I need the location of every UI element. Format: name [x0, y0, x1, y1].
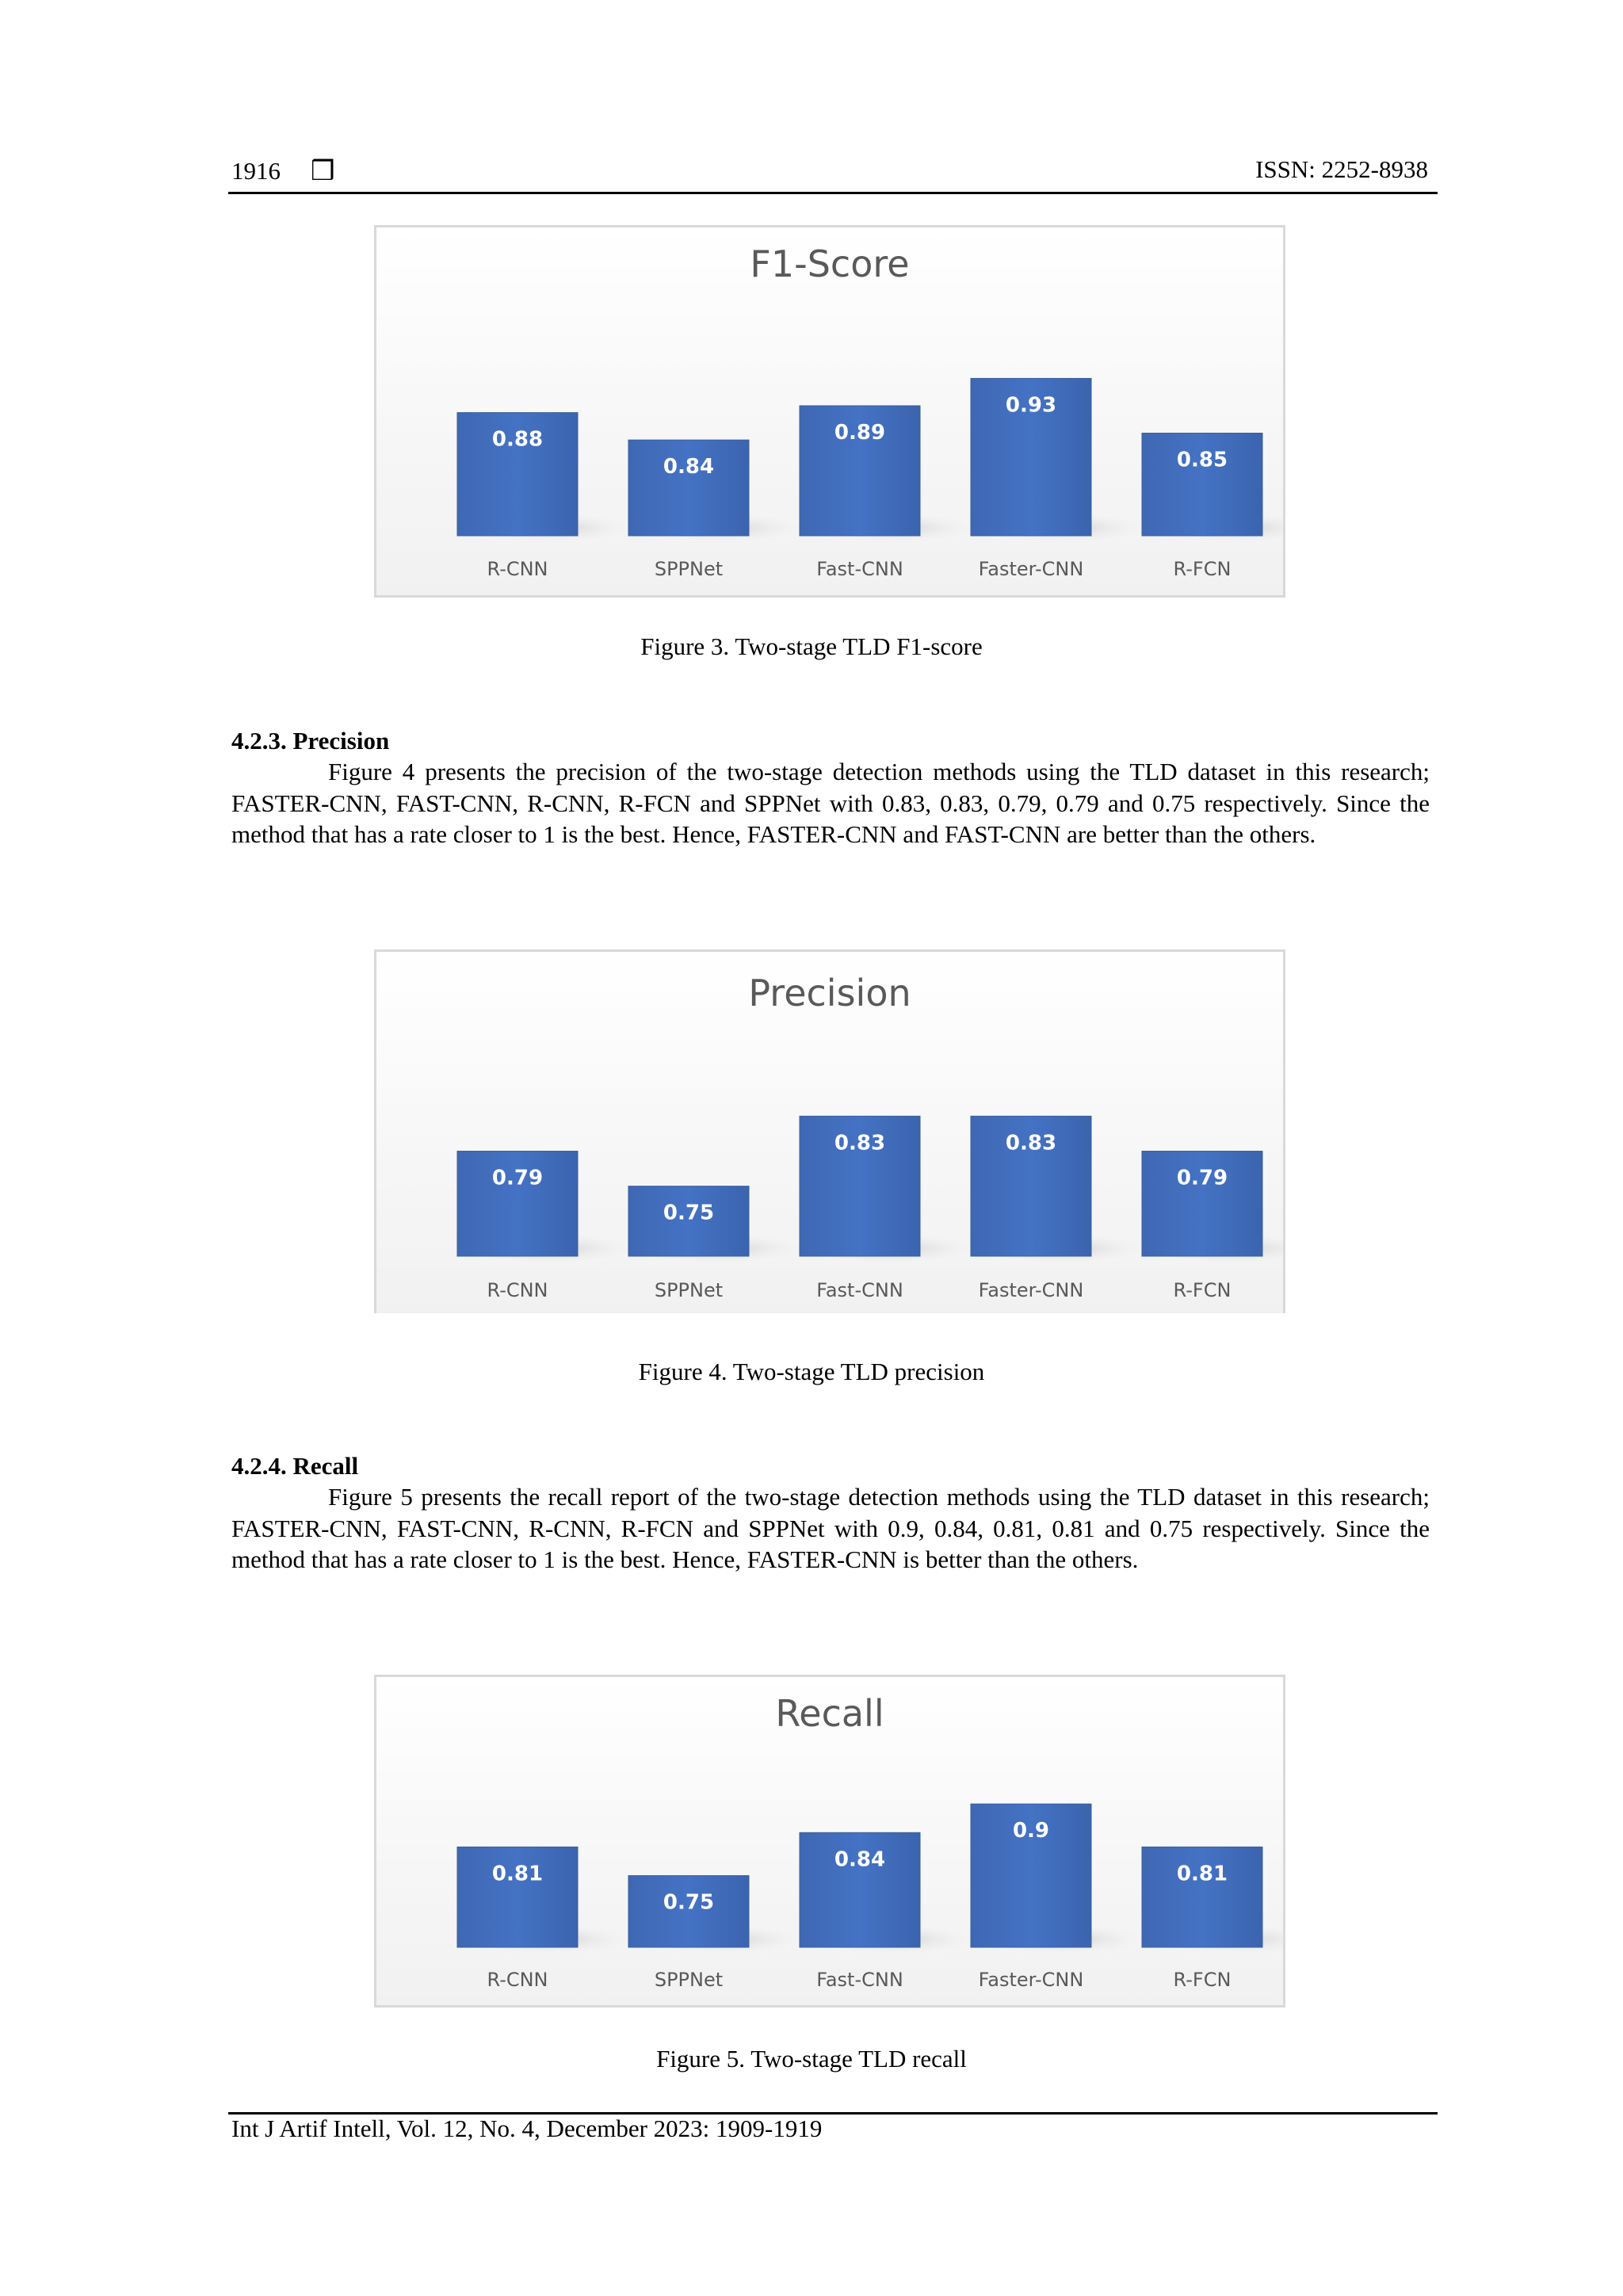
precision-chart-svg — [376, 952, 1283, 1313]
category-label: SPPNet — [654, 1279, 724, 1301]
figure-3-caption: Figure 3. Two-stage TLD F1-score — [640, 632, 983, 660]
bar-value-label: 0.75 — [663, 1201, 715, 1225]
bar-value-label: 0.79 — [491, 1166, 544, 1190]
category-label: R-FCN — [1173, 1969, 1232, 1991]
bar-value-label: 0.93 — [1005, 393, 1057, 418]
bar-value-label: 0.83 — [1005, 1131, 1057, 1156]
section-paragraph-precision: Figure 4 presents the precision of the two-stage detection methods using the TLD dataset in this research; FASTER-CNN, FAST-CNN, R-CNN, R-FCN and SPPNet with 0.83, 0.83, 0.79, 0.79 and 0.75 respectively. Since the method that has a rate closer to 1 is the best. Hence, FASTER-CNN and FAST-CNN are better than the others. — [231, 758, 1430, 848]
figure-precision-chart — [374, 949, 1285, 1313]
section-heading-recall: 4.2.4. Recall — [231, 1452, 359, 1480]
bar-value-label: 0.81 — [491, 1862, 544, 1886]
category-label: Fast-CNN — [816, 1969, 903, 1991]
chart-title: F1-Score — [750, 243, 910, 285]
category-label: Faster-CNN — [978, 1279, 1084, 1301]
bar-value-label: 0.9 — [1012, 1819, 1050, 1843]
recall-chart-svg — [376, 1677, 1283, 2005]
category-label: Fast-CNN — [816, 1279, 903, 1301]
footer-citation: Int J Artif Intell, Vol. 12, No. 4, December 2023: 1909-1919 — [231, 2115, 823, 2142]
bar-value-label: 0.81 — [1176, 1862, 1228, 1886]
page-number: 1916 — [231, 157, 281, 185]
section-heading-precision: 4.2.3. Precision — [231, 727, 390, 755]
f1-score-chart-svg — [376, 227, 1283, 595]
bar-value-label: 0.89 — [834, 420, 886, 445]
bar-value-label: 0.84 — [663, 455, 715, 479]
bar-value-label: 0.75 — [663, 1890, 715, 1915]
category-label: SPPNet — [654, 558, 724, 580]
figure-f1-score-chart — [374, 225, 1285, 598]
category-label: Faster-CNN — [978, 558, 1084, 580]
figure-4-caption: Figure 4. Two-stage TLD precision — [638, 1358, 985, 1385]
figure-5-caption: Figure 5. Two-stage TLD recall — [656, 2045, 967, 2073]
chart-title: Recall — [775, 1692, 884, 1735]
figure-recall-chart — [374, 1675, 1285, 2008]
category-label: R-CNN — [487, 558, 548, 580]
chart-title: Precision — [748, 972, 911, 1014]
category-label: R-FCN — [1173, 1279, 1232, 1301]
category-label: SPPNet — [654, 1969, 724, 1991]
bar-value-label: 0.88 — [491, 427, 544, 452]
category-label: Faster-CNN — [978, 1969, 1084, 1991]
bar-value-label: 0.83 — [834, 1131, 886, 1156]
bar-value-label: 0.79 — [1176, 1166, 1228, 1190]
category-label: R-CNN — [487, 1279, 548, 1301]
category-label: Fast-CNN — [816, 558, 903, 580]
category-label: R-CNN — [487, 1969, 548, 1991]
running-header-left — [231, 155, 334, 187]
header-rule — [228, 192, 1438, 194]
category-label: R-FCN — [1173, 558, 1232, 580]
bar-value-label: 0.84 — [834, 1847, 886, 1872]
square-symbol-icon: ❒ — [311, 155, 335, 187]
issn-label: ISSN: 2252-8938 — [1255, 155, 1428, 183]
section-paragraph-recall: Figure 5 presents the recall report of the two-stage detection methods using the TLD dataset in this research; FASTER-CNN, FAST-CNN, R-CNN, R-FCN and SPPNet with 0.9, 0.84, 0.81, 0.81 and 0.75 respectively. Since the method that has a rate closer to 1 is the best. Hence, FASTER-CNN is better than the others. — [231, 1483, 1430, 1573]
bar-value-label: 0.85 — [1176, 448, 1228, 472]
